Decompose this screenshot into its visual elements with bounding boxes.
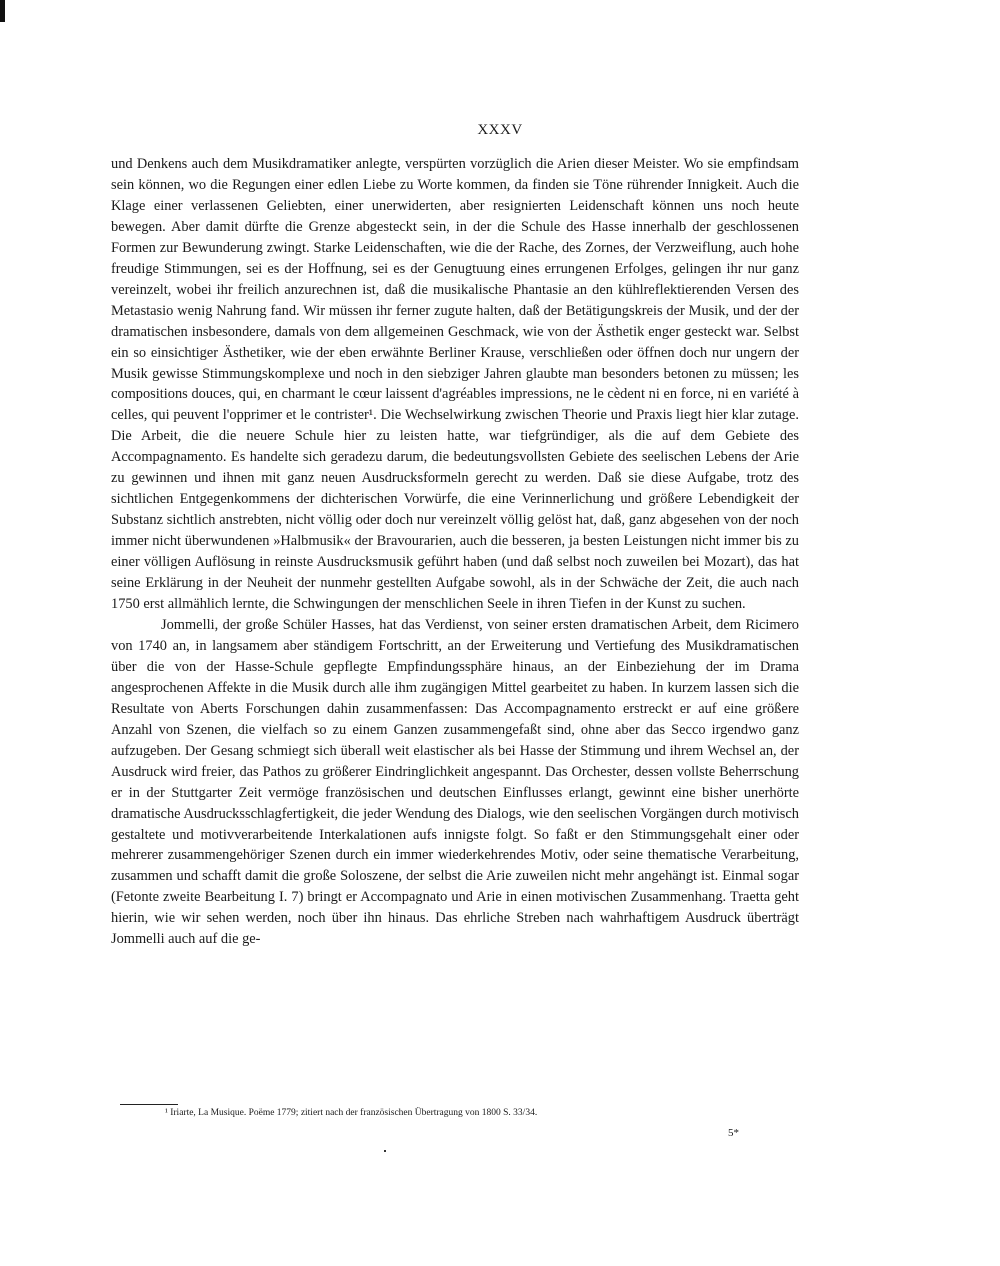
paragraph-1: und Denkens auch dem Musikdramatiker anlegte, verspürten vorzüglich die Arien dieser Meister. Wo sie empfindsam sein können, wo die Regungen einer edlen Liebe zu Worte kommen, da finden sie Töne rührender Innigkeit. Auch die Klage einer verlassenen Geliebten, einer unerwiderten, aber resignierten Leidenschaft können uns noch heute bewegen. Aber damit dürfte die Grenze abgesteckt sein, in der die Schule des Hasse innerhalb der geschlossenen Formen zur Bewunderung zwingt. Starke Leidenschaften, wie die der Rache, des Zornes, der Verzweiflung, auch hohe freudige Stimmungen, sei es der Hoffnung, sei es der Genugtuung eines errungenen Erfolges, gelingen ihr nur ganz vereinzelt, wobei ihr freilich anzurechnen ist, daß die musikalische Phantasie an den kühlreflektierenden Versen des Metastasio wenig Nahrung fand. Wir müssen ihr ferner zugute halten, daß der Betätigungskreis der Musik, und der der dramatischen insbesondere, damals von dem allgemeinen Geschmack, wie von der Ästhetik enger gesteckt war. Selbst ein so einsichtiger Ästhetiker, wie der eben erwähnte Berliner Krause, verschließen oder öffnen doch nur ungern der Musik gewisse Stimmungskomplexe und noch in den siebziger Jahren glaubte man besonders betonen zu müssen; les compositions douces, qui, en charmant le cœur laissent d'agréables impressions, ne le cèdent ni en force, ni en variété à celles, qui peuvent l'opprimer et le contrister¹. Die Wechselwirkung zwischen Theorie und Praxis liegt hier klar zutage. Die Arbeit, die die neuere Schule hier zu leisten hatte, war tiefgründiger, als die auf dem Gebiete des Accompagnamento. Es handelte sich geradezu darum, die bedeutungsvollsten Gebiete des seelischen Lebens der Arie zu gewinnen und ihnen mit ganz neuen Ausdrucksformeln gerecht zu werden. Daß sie diese Aufgabe, trotz des sichtlichen Entgegenkommens der dichterischen Vorwürfe, die eine Verinnerlichung und größere Lebendigkeit der Substanz sichtlich anstrebten, nicht völlig oder doch nur vereinzelt völlig gelöst hat, daß, ganz abgesehen von der noch immer nicht überwundenen »Halbmusik« der Bravourarien, auch die besseren, ja besten Leistungen nicht immer bis zu einer völligen Auflösung in reinste Ausdrucksmusik geführt haben (und daß selbst noch zuweilen bei Mozart), das hat seine Erklärung in der Neuheit der nunmehr gestellten Aufgabe sowohl, als in der Schwäche der Zeit, die auch nach 1750 erst allmählich lernte, die Schwingungen der menschlichen Seele in ihren Tiefen in der Kunst zu suchen. bbox=[111, 156, 799, 613]
paragraph-2: Jommelli, der große Schüler Hasses, hat das Verdienst, von seiner ersten dramatischen Arbeit, dem Ricimero von 1740 an, in langsamem aber ständigem Fortschritt, an der Erweiterung und Vertiefung des Musikdramatischen über die von der Hasse-Schule gepflegte Empfindungssphäre hinaus, an der Einbeziehung der im Drama angesprochenen Affekte in die Musik durch alle ihm zugängigen Mittel gearbeitet zu haben. In kurzem lassen sich die Resultate von Aberts Forschungen dahin zusammenfassen: Das Accompagnamento erstreckt er auf eine größere Anzahl von Szenen, die vielfach so zu einem Ganzen zusammengefaßt sind, ohne aber das Secco irgendwo ganz aufzugeben. Der Gesang schmiegt sich überall weit elastischer als bei Hasse der Stimmung und ihrem Wechsel an, der Ausdruck wird freier, das Pathos zu größerer Eindringlichkeit angespannt. Das Orchester, dessen vollste Beherrschung er in der Stuttgarter Zeit vermöge französischen und deutschen Einflusses erlangt, gewinnt eine bisher unerhörte dramatische Ausdrucksschlagfertigkeit, die jeder Wendung des Dialogs, wie den seelischen Vorgängen durch motivisch gestaltete und motivverarbeitende Interkalationen aufs innigste folgt. So faßt er den Stimmungsgehalt einer oder mehrerer zusammengehöriger Szenen durch ein immer wiederkehrendes Motiv, oder seine thematische Verarbeitung, zusammen und schafft damit die große Soloszene, der selbst die Arie zuweilen nicht mehr angehängt ist. Einmal sogar (Fetonte zweite Bearbeitung I. 7) bringt er Accompagnato und Arie in einen motivischen Zusammenhang. Traetta geht hierin, wie wir sehen werden, noch über ihn hinaus. Das ehrliche Streben nach wahrhaftigem Ausdruck überträgt Jommelli auch auf die ge- bbox=[111, 616, 799, 948]
footnote-divider bbox=[120, 1104, 178, 1105]
scan-corner-mark bbox=[0, 0, 5, 22]
scan-speck bbox=[384, 1150, 386, 1152]
sheet-signature: 5* bbox=[728, 1127, 739, 1139]
footnote: ¹ Iriarte, La Musique. Poëme 1779; zitiert nach der französischen Übertragung von 1800 S. 33/34. bbox=[165, 1108, 538, 1118]
page-number: XXXV bbox=[477, 122, 523, 138]
body-text bbox=[111, 154, 799, 950]
